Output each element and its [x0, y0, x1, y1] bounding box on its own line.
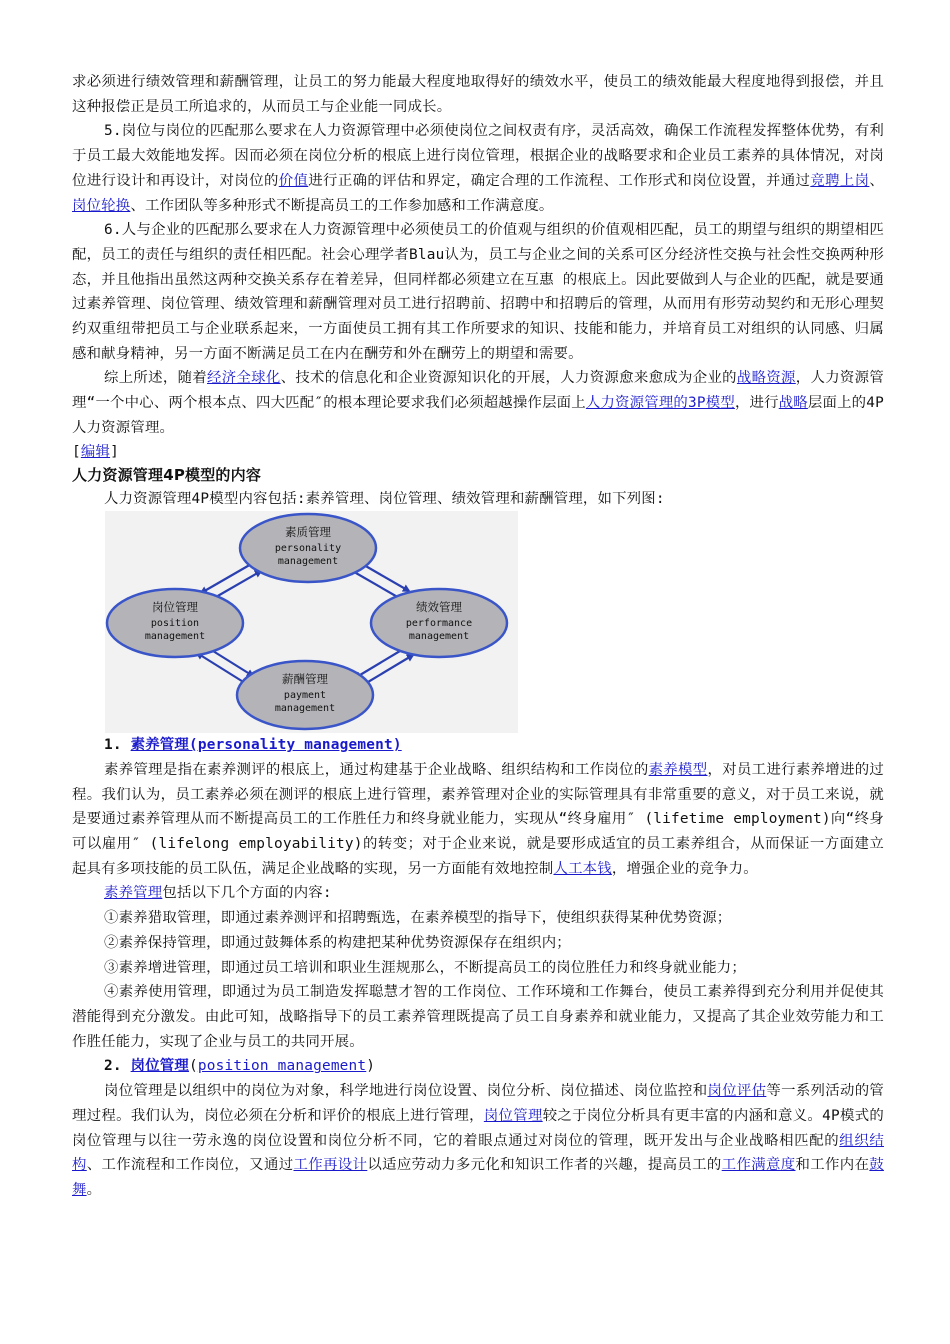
node-en-label: management: [144, 631, 206, 643]
text: 等一系列活动的管理过程。我们认为，岗位必须在分析和评价的根底上进行管理，: [72, 1083, 884, 1124]
list-item: ③素养增进管理，即通过员工培训和职业生涯规那么，不断提高员工的岗位胜任力和终身就业能力；: [104, 959, 746, 976]
arrow-left-bottom-b: [197, 653, 245, 683]
section-heading: 人力资源管理4P模型的内容: [72, 465, 262, 484]
text: 、工作流程和工作岗位，又通过: [86, 1157, 294, 1174]
paragraph-5-post-matching: [72, 119, 884, 218]
node-personality: [240, 514, 376, 582]
text: ，进行: [734, 395, 779, 412]
paragraph-personality-definition: [72, 758, 884, 882]
text: 5.岗位与岗位的匹配那么要求在人力资源管理中必须使岗位之间权责有序，灵活高效，确保工作流程发挥整体优势，有利于员工最大效能地发挥。因而必须在岗位分析的根底上进行岗位管理，根据企业的战略要求和企业员工素养的具体情况，对岗位进行设计和再设计，对岗位的: [72, 123, 884, 189]
paragraph-continuation: 求必须进行绩效管理和薪酬管理，让员工的努力能最大程度地取得好的绩效水平，使员工的绩效能最大程度地得到报偿，并且这种报偿正是员工所追求的，从而员工与企业能一同成长。: [72, 74, 884, 115]
link-labor-cost[interactable]: 人工本钱: [553, 860, 612, 877]
text: 进行正确的评估和界定，确定合理的工作流程、工作形式和岗位设置，并通过: [308, 172, 811, 189]
paragraph-6-person-organization: 6.人与企业的匹配那么要求在人力资源管理中必须使员工的价值观与组织的价值观相匹配，员工的期望与组织的期望相匹配，员工的责任与组织的责任相匹配。社会心理学者Blau认为，员工与企业之间的关系可区分经济性交换与社会性交换两种形态，并且他指出虽然这两种交换关系存在着差异，但同样都必须建立在互惠 的根底上。因此要做到人与企业的匹配，就是要通过素养管理、岗位管理、绩效管理和薪酬管理对员工进行招聘前、招聘中和招聘后的管理，从而用有形劳动契约和无形心理契约双重纽带把员工与企业联系起来，一方面使员工拥有其工作所要求的知识、技能和能力，并培育员工对组织的认同感、归属感和献身精神，另一方面不断满足员工在内在酬劳和外在酬劳上的期望和需要。: [72, 222, 884, 362]
text: 综上所述，随着: [104, 370, 208, 387]
text: ，对员工进行素养增进的过程。我们认为，员工素养必须在测评的根底上进行管理，素养管理对企业的实际管理具有非常重要的意义，对于员工来说，就是要通过素养管理从而不断提高员工的工作胜任力和终身就业能力，实现从“终身雇用″ (lifetime employment)向“终身可以雇用″ (lifelong employability)的转变；对于企业来说，就是要形成适宜的员工素养组合，从而保证一方面建立起具有多项技能的员工队伍，满足企业战略的实现，另一方面能有效地控制: [72, 761, 885, 877]
list-item: ①素养猎取管理，即通过素养测评和招聘甄选，在素养模型的指导下，使组织获得某种优势资源；: [104, 910, 732, 927]
subsection-1-heading: [72, 733, 884, 758]
link-competitive-recruitment[interactable]: 竞聘上岗: [810, 172, 870, 189]
text: 。: [86, 1181, 102, 1198]
link-position-management[interactable]: 岗位管理: [130, 1058, 189, 1075]
list-item: ②素养保持管理，即通过鼓舞体系的构建把某种优势资源保存在组织内；: [104, 934, 571, 951]
link-strategic-resource[interactable]: 战略资源: [736, 370, 796, 387]
link-job-rotation[interactable]: 岗位轮换: [72, 197, 131, 214]
node-position: [107, 589, 243, 657]
link-job-satisfaction[interactable]: 工作满意度: [721, 1157, 796, 1174]
text: 和工作内在: [795, 1157, 870, 1174]
link-personality-management[interactable]: 素养管理(personality management): [130, 737, 402, 754]
section-number: 2.: [104, 1058, 122, 1075]
paragraph-summary: [72, 366, 884, 440]
paragraph-position-definition: [72, 1079, 884, 1203]
edit-link[interactable]: 编辑: [80, 443, 111, 460]
paren: ): [366, 1058, 376, 1075]
link-post-evaluation[interactable]: 岗位评估: [707, 1083, 767, 1100]
node-en-label: payment: [283, 690, 327, 702]
arrow-right-bottom-b: [363, 655, 413, 685]
text: 、工作团队等多种形式不断提高员工的工作参加感和工作满意度。: [130, 197, 554, 214]
link-personality-management-2[interactable]: 素养管理: [104, 885, 163, 902]
node-cn-label: 岗位管理: [152, 600, 198, 615]
node-cn-label: 绩效管理: [416, 600, 462, 615]
text: ，增强企业的竞争力。: [611, 860, 758, 877]
link-hr-3p-model[interactable]: 人力资源管理的3P模型: [585, 395, 735, 412]
node-cn-label: 素质管理: [285, 525, 331, 540]
node-en-label: management: [408, 631, 470, 643]
paragraph-personality-contents: [72, 881, 884, 906]
node-en-label: performance: [405, 618, 473, 630]
subsection-2-heading: [72, 1054, 884, 1079]
text: 、技术的信息化和企业资源知识化的开展，人力资源愈来愈成为企业的: [280, 370, 737, 387]
arrow-right-bottom-a: [355, 648, 405, 678]
link-motivation[interactable]: 鼓舞: [72, 1157, 884, 1198]
text: 以适应劳动力多元化和知识工作者的兴趣，提高员工的: [367, 1157, 722, 1174]
text: ，人力资源管理“一个中心、两个根本点、四大匹配″的根本理论要求我们必须超越操作层面上: [72, 370, 884, 412]
text: 包括以下几个方面的内容:: [162, 885, 332, 902]
node-cn-label: 薪酬管理: [282, 672, 328, 687]
link-strategy[interactable]: 战略: [778, 395, 808, 412]
arrow-top-left-a: [201, 563, 253, 593]
text: 、: [869, 172, 884, 189]
4p-model-diagram: [105, 511, 518, 733]
intro-paragraph: 人力资源管理4P模型内容包括:素养管理、岗位管理、绩效管理和薪酬管理，如下列图:: [104, 490, 665, 507]
text: 素养管理是指在素养测评的根底上，通过构建基于企业战略、组织结构和工作岗位的: [104, 761, 649, 778]
document-page: [72, 70, 884, 1203]
node-en-label: management: [277, 556, 339, 568]
link-organization-structure[interactable]: 组织结构: [72, 1132, 884, 1174]
link-position-management-2[interactable]: 岗位管理: [483, 1107, 543, 1124]
link-position-management-en[interactable]: position management: [197, 1058, 367, 1075]
bracket: ]: [110, 443, 119, 460]
node-payment: [237, 661, 373, 729]
node-en-label: management: [274, 703, 336, 715]
text: 较之于岗位分析具有更丰富的内涵和意义。4P模式的岗位管理与以往一劳永逸的岗位设置和岗位分析不同，它的着眼点通过对岗位的管理，既开发出与企业战略相匹配的: [72, 1107, 884, 1149]
arrow-top-right-b: [349, 569, 401, 599]
section-number: 1.: [104, 737, 122, 754]
edit-section: [72, 441, 884, 463]
link-value[interactable]: 价值: [278, 172, 309, 189]
bracket: [: [72, 443, 81, 460]
text: 层面上的4P人力资源管理。: [72, 395, 885, 436]
link-job-redesign[interactable]: 工作再设计: [293, 1157, 368, 1174]
list-item: ④素养使用管理，即通过为员工制造发挥聪慧才智的工作岗位、工作环境和工作舞台，使员工素养得到充分利用并促使其潜能得到充分激发。由此可知，战略指导下的员工素养管理既提高了员工自身素养和就业能力，又提高了其企业效劳能力和工作胜任能力，实现了企业与员工的共同开展。: [72, 984, 884, 1050]
text: 岗位管理是以组织中的岗位为对象，科学地进行岗位设置、岗位分析、岗位描述、岗位监控和: [104, 1083, 708, 1100]
node-en-label: personality: [274, 543, 342, 555]
diagram-svg: [105, 511, 518, 733]
node-en-label: position: [150, 618, 200, 630]
paren: (: [188, 1058, 198, 1075]
node-performance: [371, 589, 507, 657]
link-competency-model[interactable]: 素养模型: [648, 761, 708, 778]
link-economic-globalization[interactable]: 经济全球化: [207, 370, 281, 387]
